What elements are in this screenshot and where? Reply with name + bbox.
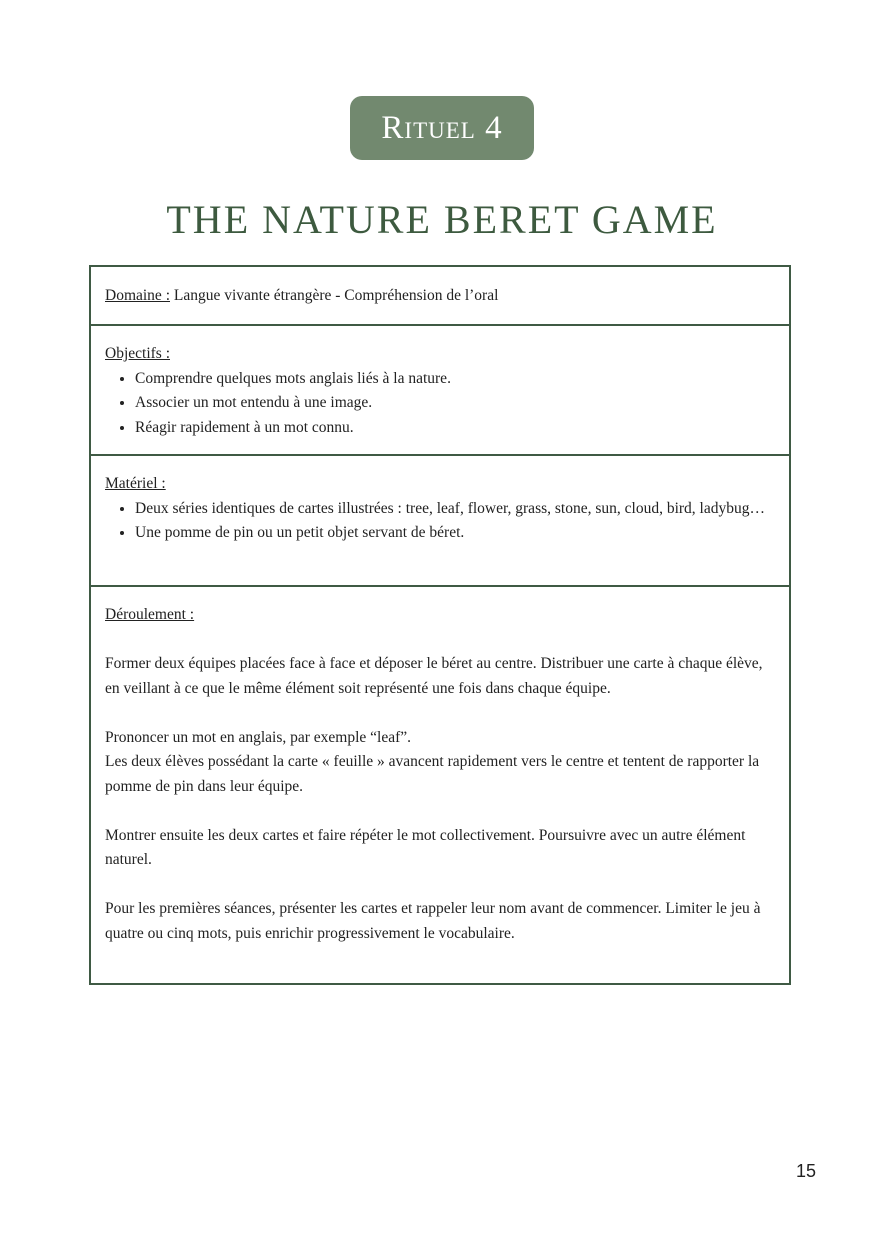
objectifs-section [91,324,789,454]
list-item: • Réagir rapidement à un mot connu. [135,416,775,441]
objectifs-list [105,367,775,441]
domaine-section [91,267,789,324]
list-item: • Comprendre quelques mots anglais liés à la nature. [135,367,775,392]
objectifs-label: Objectifs : [105,345,170,362]
activity-table [89,265,791,985]
deroulement-paragraph: Montrer ensuite les deux cartes et faire répéter le mot collectivement. Poursuivre avec un autre élément naturel. [105,826,746,868]
deroulement-paragraph: Former deux équipes placées face à face et déposer le béret au centre. Distribuer une carte à chaque élève, en veillant à ce que le même élément soit représenté une fois dans chaque équipe. [105,655,763,697]
ritual-badge-label: Rituel 4 [381,109,503,146]
list-item: • Une pomme de pin ou un petit objet servant de béret. [135,521,775,546]
materiel-section [91,454,789,585]
list-item: • Associer un mot entendu à une image. [135,391,775,416]
page-number: 15 [795,1161,816,1181]
materiel-label: Matériel : [105,475,166,492]
deroulement-label: Déroulement : [105,606,195,623]
list-item: • Deux séries identiques de cartes illustrées : tree, leaf, flower, grass, stone, sun, cloud, bird, ladybug… [135,497,775,522]
domaine-label: Domaine : [105,287,170,304]
deroulement-paragraph: Pour les premières séances, présenter les cartes et rappeler leur nom avant de commencer. Limiter le jeu à quatre ou cinq mots, puis enrichir progressivement le vocabulaire. [105,900,761,942]
deroulement-section [91,585,789,983]
page-title: THE NATURE BERET GAME [166,197,718,242]
deroulement-paragraph: Les deux élèves possédant la carte « feuille » avancent rapidement vers le centre et tentent de rapporter la pomme de pin dans leur équipe. [105,753,760,795]
domaine-text: Langue vivante étrangère - Compréhension de l’oral [173,287,499,304]
deroulement-paragraph: Prononcer un mot en anglais, par exemple “leaf”. [105,728,412,746]
ritual-badge [350,96,534,160]
materiel-list [105,497,775,546]
